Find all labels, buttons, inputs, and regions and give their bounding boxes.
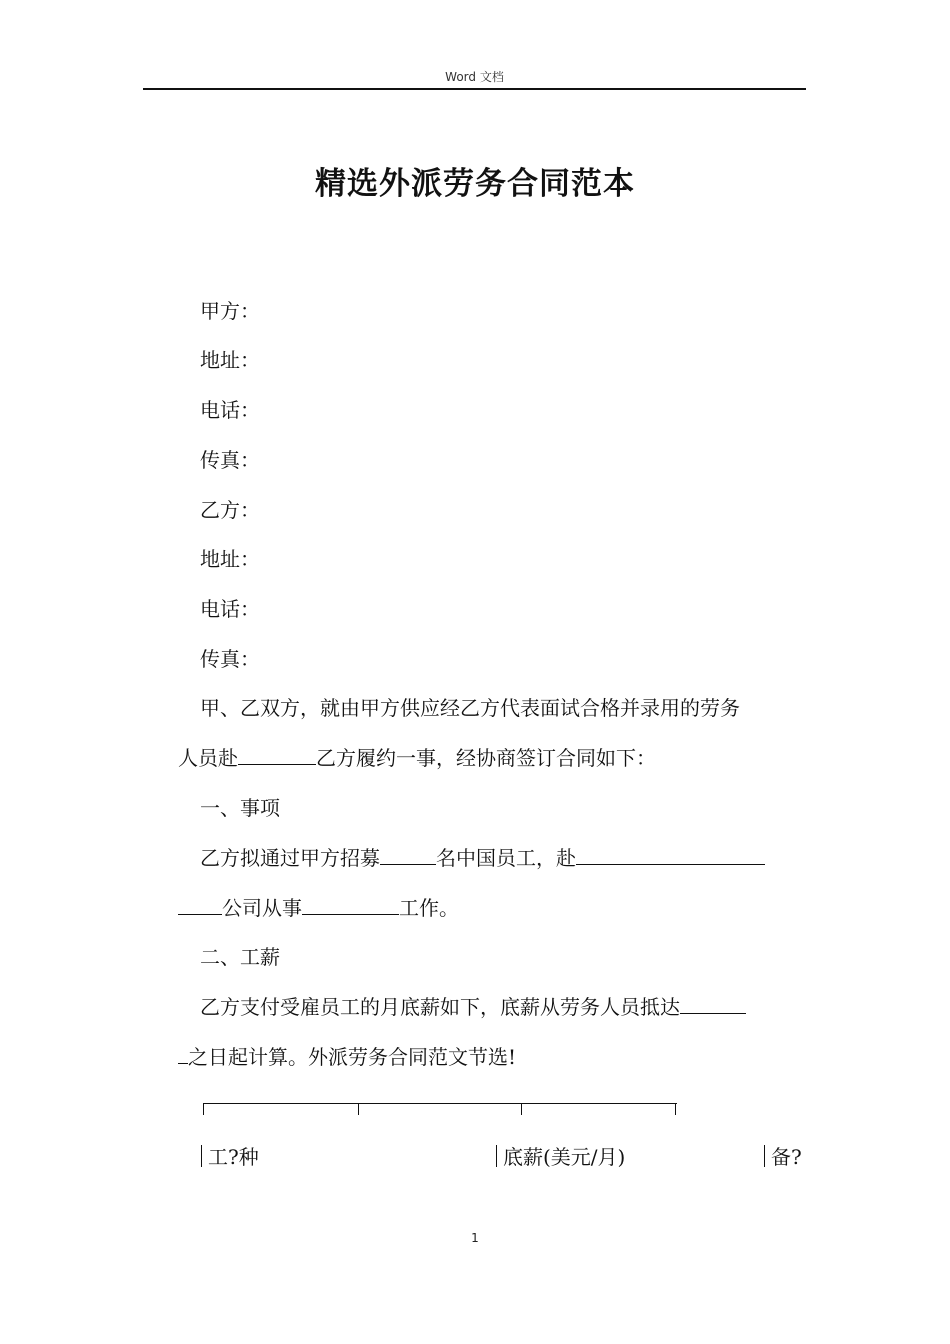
intro-paragraph-line-1: 甲、乙双方，就由甲方供应经乙方代表面试合格并录用的劳务 [200,696,740,720]
section-2-heading: 二、工薪 [200,945,280,969]
arrival-blank-continued [178,1045,188,1064]
section-1-line-2 [178,894,459,922]
section-2-line-1 [200,993,746,1021]
table-cell-border [496,1145,497,1167]
page-header [143,66,806,90]
party-a-phone-label: 电话： [200,398,260,422]
party-a-address-label: 地址： [200,348,260,372]
section-2-line-2 [178,1043,516,1071]
table-corner-left [203,1103,204,1115]
chinese-employees-text: 名中国员工，赴 [436,846,576,870]
table-header-remarks [764,1143,802,1171]
job-type-header: 工?种 [208,1145,259,1169]
base-salary-header: 底薪(美元/月) [503,1145,626,1169]
table-top-line [203,1103,677,1104]
employee-count-blank [380,846,436,865]
intro-paragraph-line-2 [178,744,656,772]
table-divider-2 [521,1103,522,1115]
table-corner-right [675,1103,676,1115]
remarks-header: 备? [771,1145,802,1169]
salary-text: 乙方支付受雇员工的月底薪如下，底薪从劳务人员抵达 [200,995,680,1019]
party-b-address-label: 地址： [200,547,260,571]
intro-text-after-blank: 乙方履约一事，经协商签订合同如下： [316,746,656,770]
section-1-heading: 一、事项 [200,796,280,820]
table-cell-border [764,1145,765,1167]
company-name-blank-continued [178,896,222,915]
destination-blank [238,746,316,765]
party-b-name-label: 乙方： [200,498,260,522]
table-header-base-salary [496,1143,625,1171]
party-b-fax-label: 传真： [200,647,260,671]
work-text: 工作。 [399,896,459,920]
table-divider-1 [358,1103,359,1115]
header-text: Word 文档 [445,70,504,84]
company-work-text: 公司从事 [222,896,302,920]
party-a-name-label: 甲方： [200,299,260,323]
document-title: 精选外派劳务合同范本 [315,166,635,202]
recruit-text: 乙方拟通过甲方招募 [200,846,380,870]
party-b-phone-label: 电话： [200,597,260,621]
party-a-fax-label: 传真： [200,448,260,472]
salary-start-text: 之日起计算。外派劳务合同范文节选! [188,1045,517,1069]
job-type-blank [302,896,399,915]
company-location-blank [576,846,765,865]
table-header-job-type [201,1143,259,1171]
section-1-line-1 [200,844,765,872]
arrival-location-blank [680,995,746,1014]
salary-table-top-border [203,1103,677,1117]
intro-text-before-blank: 人员赴 [178,746,238,770]
page-number: 1 [471,1231,479,1245]
table-cell-border [201,1145,202,1167]
